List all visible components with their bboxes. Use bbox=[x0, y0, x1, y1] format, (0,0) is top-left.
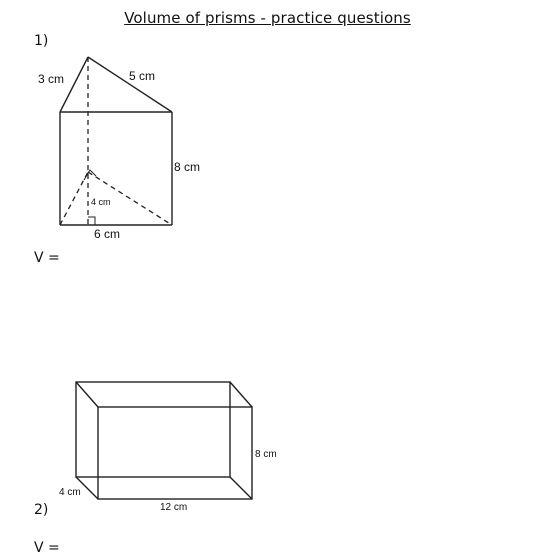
question-2-number: 2) bbox=[34, 502, 49, 518]
label-height: 4 cm bbox=[91, 197, 111, 207]
cuboid-edge-top-left bbox=[76, 382, 98, 407]
question-1-answer-label: V = bbox=[34, 250, 60, 266]
label-slant: 3 cm bbox=[38, 72, 65, 86]
label-length: 8 cm bbox=[174, 160, 201, 174]
label-base: 6 cm bbox=[94, 227, 121, 241]
question-1-number: 1) bbox=[34, 33, 49, 49]
page-title: Volume of prisms - practice questions bbox=[124, 9, 411, 27]
question-2-answer-label: V = bbox=[34, 540, 60, 556]
label-cuboid-length: 12 cm bbox=[160, 502, 188, 513]
cuboid-front-face bbox=[98, 407, 252, 499]
cuboid-edge-bottom-right bbox=[230, 477, 252, 499]
cuboid-back-face bbox=[76, 382, 230, 477]
label-cuboid-depth: 4 cm bbox=[59, 487, 81, 498]
label-cuboid-height: 8 cm bbox=[255, 449, 277, 460]
cuboid-edge-top-right bbox=[230, 382, 252, 407]
label-hypotenuse: 5 cm bbox=[129, 69, 156, 83]
